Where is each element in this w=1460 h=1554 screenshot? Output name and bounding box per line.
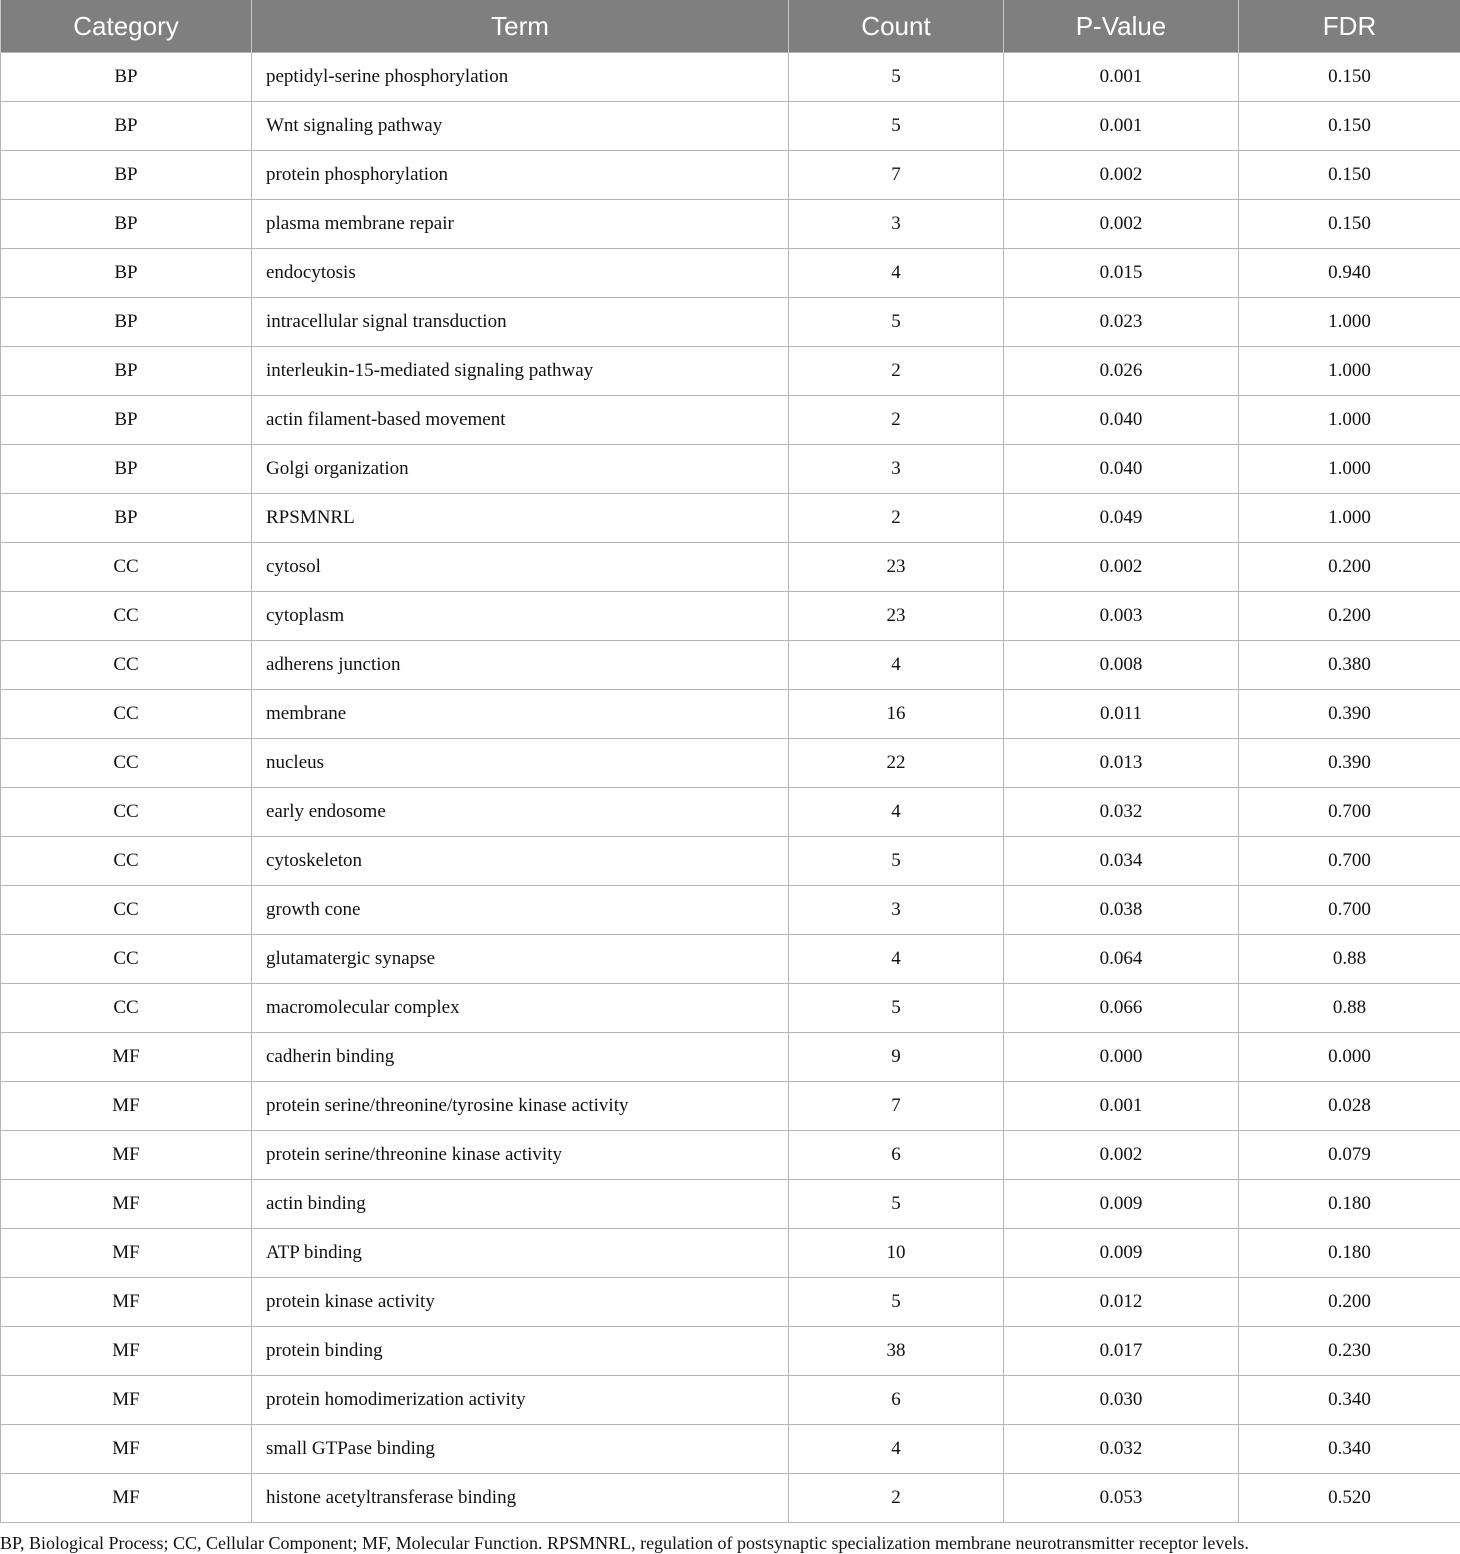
p-value-cell: 0.040 (1004, 445, 1239, 494)
table-row (1, 1033, 1460, 1082)
p-value-cell: 0.040 (1004, 396, 1239, 445)
count-cell: 3 (789, 445, 1004, 494)
table-row (1, 886, 1460, 935)
count-cell: 3 (789, 200, 1004, 249)
term-cell: membrane (252, 690, 789, 739)
p-value-cell: 0.053 (1004, 1474, 1239, 1523)
category-cell: BP (1, 249, 252, 298)
p-value-cell: 0.003 (1004, 592, 1239, 641)
term-cell: cytoskeleton (252, 837, 789, 886)
table-row (1, 396, 1460, 445)
fdr-cell: 0.340 (1239, 1425, 1460, 1474)
term-cell: Wnt signaling pathway (252, 102, 789, 151)
count-cell: 2 (789, 396, 1004, 445)
count-cell: 4 (789, 935, 1004, 984)
table-row (1, 739, 1460, 788)
table-row (1, 935, 1460, 984)
table-row (1, 1376, 1460, 1425)
term-cell: protein kinase activity (252, 1278, 789, 1327)
category-cell: BP (1, 494, 252, 543)
term-cell: cytosol (252, 543, 789, 592)
category-cell: CC (1, 935, 252, 984)
table-row (1, 347, 1460, 396)
fdr-cell: 0.150 (1239, 102, 1460, 151)
p-value-cell: 0.009 (1004, 1180, 1239, 1229)
count-cell: 5 (789, 1278, 1004, 1327)
table-row (1, 543, 1460, 592)
table-row (1, 1327, 1460, 1376)
count-cell: 4 (789, 641, 1004, 690)
fdr-cell: 0.700 (1239, 837, 1460, 886)
fdr-cell: 1.000 (1239, 396, 1460, 445)
table-body (1, 53, 1460, 1523)
category-cell: CC (1, 690, 252, 739)
table-row (1, 1082, 1460, 1131)
table-row (1, 592, 1460, 641)
fdr-cell: 1.000 (1239, 494, 1460, 543)
category-cell: MF (1, 1033, 252, 1082)
p-value-cell: 0.032 (1004, 1425, 1239, 1474)
fdr-cell: 0.180 (1239, 1180, 1460, 1229)
count-cell: 2 (789, 1474, 1004, 1523)
table-row (1, 151, 1460, 200)
count-cell: 6 (789, 1376, 1004, 1425)
category-cell: CC (1, 837, 252, 886)
term-cell: endocytosis (252, 249, 789, 298)
category-cell: MF (1, 1278, 252, 1327)
count-cell: 23 (789, 543, 1004, 592)
fdr-cell: 1.000 (1239, 445, 1460, 494)
p-value-cell: 0.066 (1004, 984, 1239, 1033)
term-cell: cadherin binding (252, 1033, 789, 1082)
term-cell: intracellular signal transduction (252, 298, 789, 347)
category-cell: BP (1, 53, 252, 102)
fdr-cell: 0.340 (1239, 1376, 1460, 1425)
term-cell: protein binding (252, 1327, 789, 1376)
fdr-cell: 0.88 (1239, 984, 1460, 1033)
count-cell: 5 (789, 984, 1004, 1033)
term-cell: macromolecular complex (252, 984, 789, 1033)
header-row (1, 0, 1460, 53)
count-cell: 10 (789, 1229, 1004, 1278)
fdr-cell: 0.700 (1239, 788, 1460, 837)
count-cell: 2 (789, 347, 1004, 396)
table-row (1, 1474, 1460, 1523)
fdr-cell: 0.520 (1239, 1474, 1460, 1523)
table-row (1, 445, 1460, 494)
p-value-cell: 0.017 (1004, 1327, 1239, 1376)
fdr-cell: 1.000 (1239, 347, 1460, 396)
term-cell: small GTPase binding (252, 1425, 789, 1474)
p-value-cell: 0.009 (1004, 1229, 1239, 1278)
fdr-cell: 0.000 (1239, 1033, 1460, 1082)
table-row (1, 1425, 1460, 1474)
fdr-cell: 0.88 (1239, 935, 1460, 984)
category-cell: BP (1, 200, 252, 249)
table-row (1, 200, 1460, 249)
fdr-cell: 0.230 (1239, 1327, 1460, 1376)
count-cell: 7 (789, 151, 1004, 200)
table-row (1, 1131, 1460, 1180)
header-count: Count (789, 0, 1004, 53)
category-cell: MF (1, 1327, 252, 1376)
fdr-cell: 0.150 (1239, 200, 1460, 249)
term-cell: growth cone (252, 886, 789, 935)
p-value-cell: 0.002 (1004, 151, 1239, 200)
fdr-cell: 0.200 (1239, 1278, 1460, 1327)
count-cell: 7 (789, 1082, 1004, 1131)
table-row (1, 788, 1460, 837)
table-row (1, 1229, 1460, 1278)
category-cell: BP (1, 151, 252, 200)
fdr-cell: 0.150 (1239, 53, 1460, 102)
term-cell: protein serine/threonine kinase activity (252, 1131, 789, 1180)
category-cell: BP (1, 396, 252, 445)
category-cell: CC (1, 641, 252, 690)
term-cell: actin filament-based movement (252, 396, 789, 445)
category-cell: MF (1, 1229, 252, 1278)
count-cell: 2 (789, 494, 1004, 543)
fdr-cell: 0.380 (1239, 641, 1460, 690)
term-cell: ATP binding (252, 1229, 789, 1278)
category-cell: BP (1, 102, 252, 151)
table-row (1, 102, 1460, 151)
count-cell: 9 (789, 1033, 1004, 1082)
term-cell: RPSMNRL (252, 494, 789, 543)
p-value-cell: 0.026 (1004, 347, 1239, 396)
table-row (1, 1180, 1460, 1229)
fdr-cell: 0.940 (1239, 249, 1460, 298)
count-cell: 5 (789, 102, 1004, 151)
fdr-cell: 0.028 (1239, 1082, 1460, 1131)
p-value-cell: 0.000 (1004, 1033, 1239, 1082)
table-footnote: BP, Biological Process; CC, Cellular Component; MF, Molecular Function. RPSMNRL, regulation of postsynaptic specialization membrane neurotransmitter receptor levels. (0, 1533, 1460, 1554)
term-cell: histone acetyltransferase binding (252, 1474, 789, 1523)
p-value-cell: 0.002 (1004, 200, 1239, 249)
p-value-cell: 0.038 (1004, 886, 1239, 935)
category-cell: CC (1, 984, 252, 1033)
count-cell: 38 (789, 1327, 1004, 1376)
p-value-cell: 0.002 (1004, 1131, 1239, 1180)
category-cell: CC (1, 592, 252, 641)
count-cell: 6 (789, 1131, 1004, 1180)
term-cell: peptidyl-serine phosphorylation (252, 53, 789, 102)
header-category: Category (1, 0, 252, 53)
p-value-cell: 0.001 (1004, 1082, 1239, 1131)
count-cell: 4 (789, 788, 1004, 837)
term-cell: early endosome (252, 788, 789, 837)
header-p-value: P-Value (1004, 0, 1239, 53)
p-value-cell: 0.015 (1004, 249, 1239, 298)
p-value-cell: 0.049 (1004, 494, 1239, 543)
p-value-cell: 0.011 (1004, 690, 1239, 739)
p-value-cell: 0.001 (1004, 102, 1239, 151)
fdr-cell: 0.200 (1239, 543, 1460, 592)
term-cell: protein homodimerization activity (252, 1376, 789, 1425)
count-cell: 5 (789, 1180, 1004, 1229)
header-fdr: FDR (1239, 0, 1460, 53)
fdr-cell: 0.200 (1239, 592, 1460, 641)
table-row (1, 641, 1460, 690)
table-header (1, 0, 1460, 53)
p-value-cell: 0.008 (1004, 641, 1239, 690)
term-cell: nucleus (252, 739, 789, 788)
term-cell: glutamatergic synapse (252, 935, 789, 984)
term-cell: plasma membrane repair (252, 200, 789, 249)
p-value-cell: 0.064 (1004, 935, 1239, 984)
count-cell: 22 (789, 739, 1004, 788)
category-cell: CC (1, 788, 252, 837)
table-row (1, 1278, 1460, 1327)
p-value-cell: 0.012 (1004, 1278, 1239, 1327)
category-cell: MF (1, 1082, 252, 1131)
category-cell: CC (1, 739, 252, 788)
header-term: Term (252, 0, 789, 53)
table-row (1, 494, 1460, 543)
fdr-cell: 1.000 (1239, 298, 1460, 347)
count-cell: 23 (789, 592, 1004, 641)
table-row (1, 837, 1460, 886)
category-cell: MF (1, 1425, 252, 1474)
table-row (1, 249, 1460, 298)
fdr-cell: 0.180 (1239, 1229, 1460, 1278)
p-value-cell: 0.013 (1004, 739, 1239, 788)
term-cell: cytoplasm (252, 592, 789, 641)
category-cell: BP (1, 298, 252, 347)
category-cell: BP (1, 347, 252, 396)
term-cell: Golgi organization (252, 445, 789, 494)
count-cell: 4 (789, 1425, 1004, 1474)
term-cell: adherens junction (252, 641, 789, 690)
fdr-cell: 0.079 (1239, 1131, 1460, 1180)
category-cell: MF (1, 1376, 252, 1425)
category-cell: BP (1, 445, 252, 494)
p-value-cell: 0.034 (1004, 837, 1239, 886)
category-cell: CC (1, 886, 252, 935)
category-cell: MF (1, 1474, 252, 1523)
category-cell: MF (1, 1180, 252, 1229)
term-cell: actin binding (252, 1180, 789, 1229)
category-cell: MF (1, 1131, 252, 1180)
p-value-cell: 0.001 (1004, 53, 1239, 102)
term-cell: protein phosphorylation (252, 151, 789, 200)
category-cell: CC (1, 543, 252, 592)
fdr-cell: 0.150 (1239, 151, 1460, 200)
p-value-cell: 0.032 (1004, 788, 1239, 837)
fdr-cell: 0.390 (1239, 690, 1460, 739)
table-row (1, 298, 1460, 347)
count-cell: 4 (789, 249, 1004, 298)
fdr-cell: 0.700 (1239, 886, 1460, 935)
count-cell: 5 (789, 298, 1004, 347)
term-cell: protein serine/threonine/tyrosine kinase activity (252, 1082, 789, 1131)
table-row (1, 984, 1460, 1033)
p-value-cell: 0.030 (1004, 1376, 1239, 1425)
term-cell: interleukin-15-mediated signaling pathway (252, 347, 789, 396)
fdr-cell: 0.390 (1239, 739, 1460, 788)
table-row (1, 690, 1460, 739)
p-value-cell: 0.023 (1004, 298, 1239, 347)
p-value-cell: 0.002 (1004, 543, 1239, 592)
table-row (1, 53, 1460, 102)
count-cell: 3 (789, 886, 1004, 935)
count-cell: 16 (789, 690, 1004, 739)
count-cell: 5 (789, 837, 1004, 886)
count-cell: 5 (789, 53, 1004, 102)
